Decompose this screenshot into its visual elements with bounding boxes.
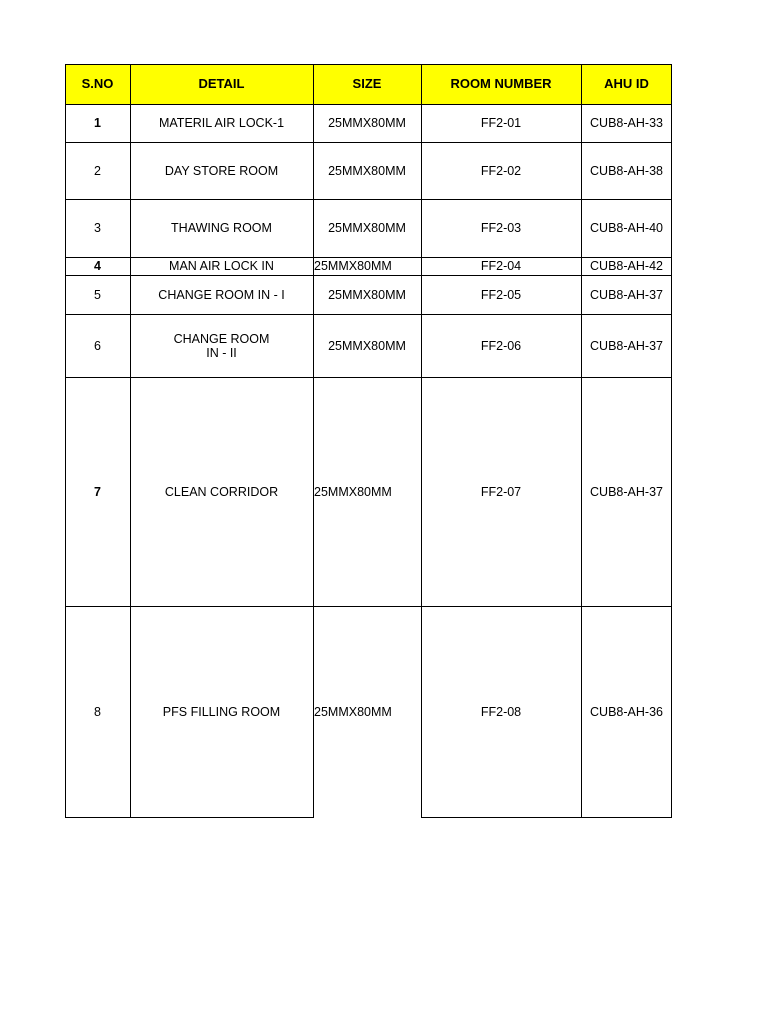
header-size: SIZE — [313, 64, 421, 104]
row-4-detail: MAN AIR LOCK IN — [169, 259, 274, 273]
row-2-room-number: FF2-02 — [480, 163, 522, 178]
row-1-size: 25MMX80MM — [328, 116, 406, 130]
grid-line — [581, 64, 582, 818]
row-6-detail — [130, 314, 313, 377]
row-3-detail: THAWING ROOM — [171, 221, 272, 235]
row-7-room-number: FF2-07 — [480, 484, 522, 499]
row-7-size: 25MMX80MM — [314, 484, 392, 499]
row-3-room-number: FF2-03 — [480, 221, 522, 235]
row-6-sno: 6 — [94, 338, 101, 353]
row-6-room-number: FF2-06 — [480, 338, 522, 353]
grid-line — [313, 64, 314, 818]
row-1-ahu-id: CUB8-AH-33 — [590, 116, 663, 130]
row-8-sno: 8 — [94, 705, 101, 719]
row-8-ahu-id: CUB8-AH-36 — [590, 705, 663, 719]
row-6-size: 25MMX80MM — [328, 338, 406, 353]
row-3-sno: 3 — [94, 221, 101, 235]
row-7-sno: 7 — [94, 484, 101, 499]
row-8-size: 25MMX80MM — [314, 705, 392, 719]
row-1-room-number: FF2-01 — [480, 116, 522, 130]
row-5-detail: CHANGE ROOM IN - I — [158, 287, 285, 302]
row-3-size: 25MMX80MM — [328, 221, 406, 235]
row-1-detail: MATERIL AIR LOCK-1 — [158, 116, 285, 130]
row-6-detail-line1: CHANGE ROOM — [173, 331, 270, 346]
header-room-number: ROOM NUMBER — [421, 64, 581, 104]
header-sno: S.NO — [65, 64, 130, 104]
row-8-room-number: FF2-08 — [480, 705, 522, 719]
row-3-ahu-id: CUB8-AH-40 — [590, 221, 663, 235]
grid-line — [65, 817, 314, 818]
row-2-size: 25MMX80MM — [328, 163, 406, 178]
row-7-detail: CLEAN CORRIDOR — [164, 484, 279, 499]
row-4-size: 25MMX80MM — [314, 259, 392, 273]
row-5-sno: 5 — [94, 287, 101, 302]
row-1-sno: 1 — [94, 116, 101, 130]
grid-line — [65, 64, 66, 818]
row-6-detail-line2: IN - II — [206, 345, 237, 360]
header-detail: DETAIL — [130, 64, 313, 104]
grid-line — [671, 64, 672, 818]
row-5-room-number: FF2-05 — [480, 287, 522, 302]
row-5-size: 25MMX80MM — [328, 287, 406, 302]
row-5-ahu-id: CUB8-AH-37 — [590, 287, 663, 302]
header-ahu-id: AHU ID — [581, 64, 672, 104]
grid-line — [421, 64, 422, 818]
row-4-room-number: FF2-04 — [480, 259, 522, 273]
row-7-ahu-id: CUB8-AH-37 — [590, 484, 663, 499]
room-ahu-table — [65, 64, 672, 818]
row-2-sno: 2 — [94, 163, 101, 178]
grid-line — [421, 817, 672, 818]
row-6-ahu-id: CUB8-AH-37 — [590, 338, 663, 353]
grid-line — [130, 64, 131, 818]
row-4-ahu-id: CUB8-AH-42 — [590, 259, 663, 273]
row-4-sno: 4 — [94, 259, 101, 273]
row-2-ahu-id: CUB8-AH-38 — [590, 163, 663, 178]
row-2-detail: DAY STORE ROOM — [164, 163, 279, 178]
row-8-detail: PFS FILLING ROOM — [162, 705, 281, 719]
